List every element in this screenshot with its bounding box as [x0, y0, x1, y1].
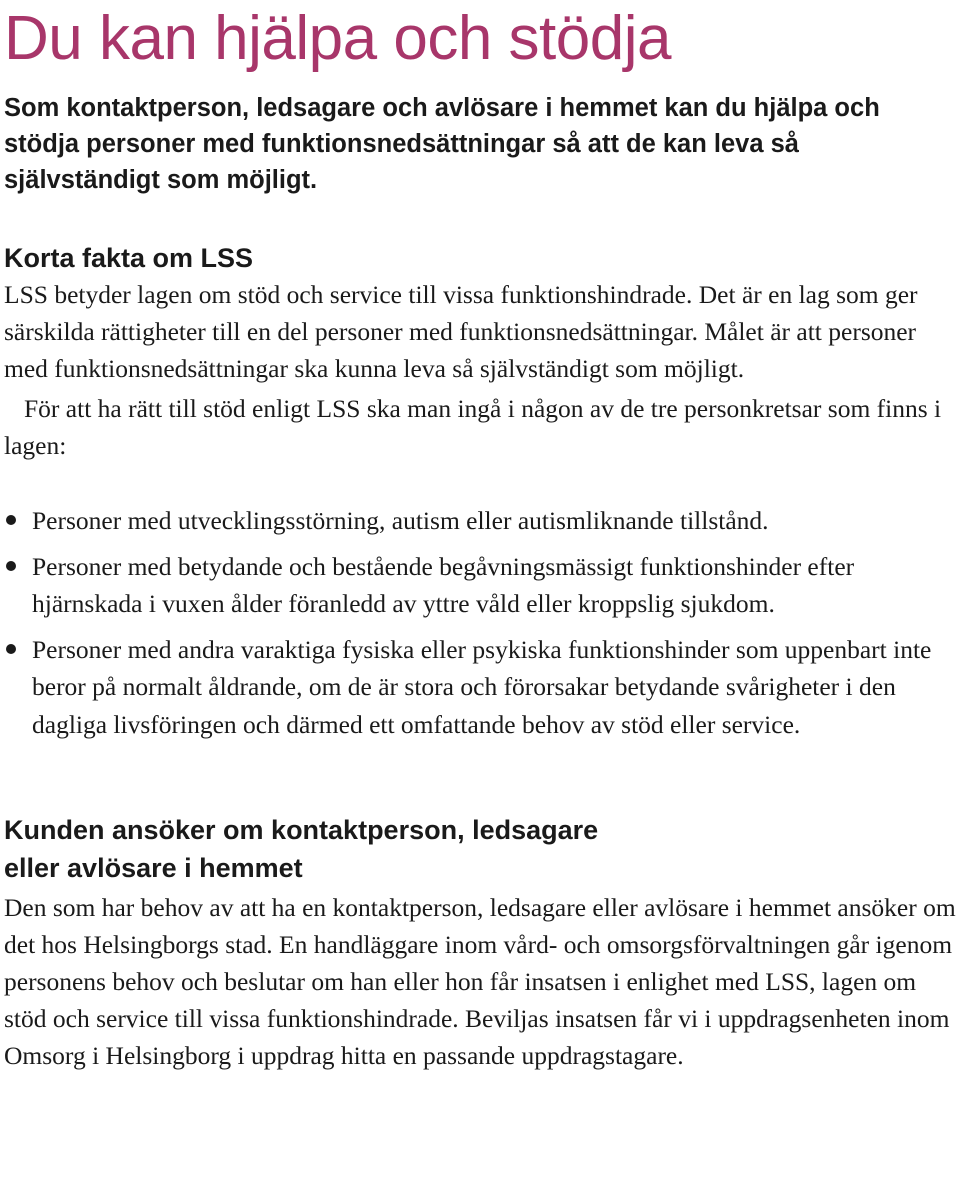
lss-paragraph-1: LSS betyder lagen om stöd och service till vissa funktionshindrade. Det är en lag som ger särskilda rättigheter till en del personer med funktionsnedsättningar. Målet är att personer med funktionsnedsättningar ska kunna leva så självständigt som möjligt. [4, 280, 918, 383]
lead-paragraph: Som kontaktperson, ledsagare och avlösare i hemmet kan du hjälpa och stödja personer med funktionsnedsättningar så att de kan leva så självständigt som möjligt. [4, 94, 880, 194]
personkrets-list [4, 502, 956, 743]
bullet-icon [6, 561, 16, 571]
section-heading-application [4, 811, 956, 887]
heading-line-1: Kunden ansöker om kontaktperson, ledsagare [4, 815, 599, 845]
list-item [4, 502, 956, 540]
lss-paragraph-2: För att ha rätt till stöd enligt LSS ska man ingå i någon av de tre personkretsar som finns i lagen: [4, 394, 942, 460]
list-item-text: Personer med andra varaktiga fysiska eller psykiska funktionshinder som uppenbart inte beror på normalt åldrande, om de är stora och förorsakar betydande svårigheter i den dagliga livsföringen och därmed ett omfattande behov av stöd eller service. [32, 634, 932, 739]
list-item-text: Personer med betydande och bestående begåvningsmässigt funktionshinder efter hjärnskada i vuxen ålder föranledd av yttre våld eller kroppslig sjukdom. [32, 551, 855, 618]
list-item [4, 548, 956, 623]
application-paragraph: Den som har behov av att ha en kontaktperson, ledsagare eller avlösare i hemmet ansöker om det hos Helsingborgs stad. En handläggare inom vård- och omsorgsförvaltningen går igenom personens behov och beslutar om han eller hon får insatsen i enlighet med LSS, lagen om stöd och service till vissa funktionshindrade. Beviljas insatsen får vi i uppdragsenheten inom Omsorg i Helsingborg i uppdrag hitta en passande uppdragstagare. [4, 893, 956, 1070]
section-heading-lss: Korta fakta om LSS [4, 243, 254, 273]
bullet-icon [6, 644, 16, 654]
heading-line-2: eller avlösare i hemmet [4, 853, 303, 883]
bullet-icon [6, 515, 16, 525]
page-title: Du kan hjälpa och stödja [4, 4, 672, 73]
list-item [4, 631, 956, 744]
list-item-text: Personer med utvecklingsstörning, autism eller autismliknande tillstånd. [32, 506, 769, 535]
